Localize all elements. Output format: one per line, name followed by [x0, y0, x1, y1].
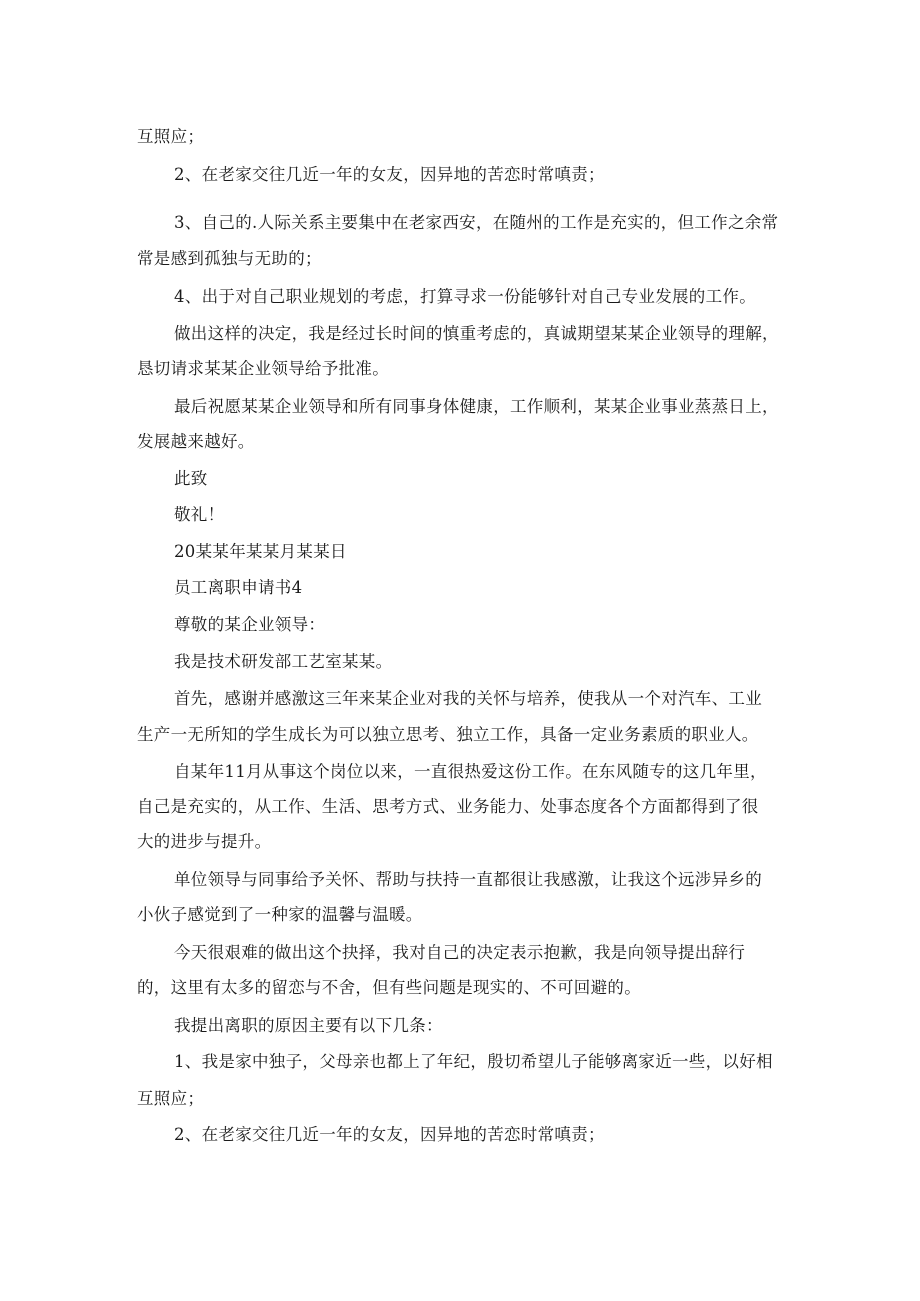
text-line: 大的进步与提升。 [137, 832, 272, 851]
text-line: 2、在老家交往几近一年的女友，因异地的苦恋时常嗔责； [174, 165, 605, 184]
text-line: 自某年11月从事这个岗位以来，一直很热爱这份工作。在东风随专的这几年里， [174, 762, 767, 781]
text-line: 敬礼！ [174, 505, 225, 524]
text-line: 恳切请求某某企业领导给予批准。 [137, 359, 389, 378]
text-line: 20某某年某某月某某日 [174, 542, 347, 561]
text-line: 我是技术研发部工艺室某某。 [174, 652, 393, 671]
text-line: 今天很艰难的做出这个抉择，我对自己的决定表示抱歉，我是向领导提出辞行 [174, 943, 746, 962]
text-line: 互照应； [137, 1089, 205, 1108]
text-line: 此致 [174, 469, 208, 488]
text-line: 最后祝愿某某企业领导和所有同事身体健康，工作顺利，某某企业事业蒸蒸日上， [174, 397, 779, 416]
text-line: 做出这样的决定，我是经过长时间的慎重考虑的，真诚期望某某企业领导的理解， [174, 324, 779, 343]
text-line: 员工离职申请书4 [174, 578, 303, 597]
text-line: 的，这里有太多的留恋与不舍，但有些问题是现实的、不可回避的。 [137, 978, 641, 997]
text-line: 单位领导与同事给予关怀、帮助与扶持一直都很让我感激，让我这个远涉异乡的 [174, 870, 762, 889]
text-line: 1、我是家中独子，父母亲也都上了年纪，殷切希望儿子能够离家近一些，以好相 [174, 1052, 773, 1071]
text-line: 2、在老家交往几近一年的女友，因异地的苦恋时常嗔责； [174, 1125, 605, 1144]
text-line: 尊敬的某企业领导： [174, 615, 326, 634]
text-line: 生产一无所知的学生成长为可以独立思考、独立工作，具备一定业务素质的职业人。 [137, 725, 759, 744]
text-line: 自己是充实的，从工作、生活、思考方式、业务能力、处事态度各个方面都得到了很 [137, 797, 759, 816]
text-line: 互照应； [137, 127, 205, 146]
text-line: 发展越来越好。 [137, 432, 255, 451]
text-line: 小伙子感觉到了一种家的温馨与温暖。 [137, 905, 423, 924]
text-line: 首先，感谢并感激这三年来某企业对我的关怀与培养，使我从一个对汽车、工业 [174, 689, 762, 708]
text-line: 3、自己的.人际关系主要集中在老家西安，在随州的工作是充实的，但工作之余常 [174, 213, 779, 232]
text-line: 4、出于对自己职业规划的考虑，打算寻求一份能够针对自己专业发展的工作。 [174, 287, 756, 306]
text-line: 我提出离职的原因主要有以下几条： [174, 1016, 443, 1035]
text-line: 常是感到孤独与无助的； [137, 249, 322, 268]
